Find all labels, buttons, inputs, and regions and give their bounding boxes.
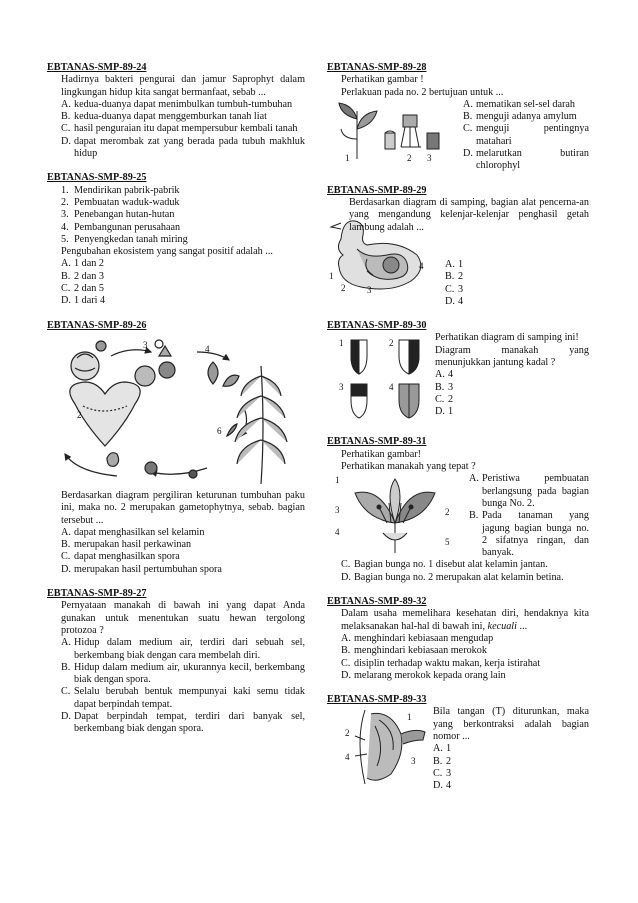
question-stem: Perhatikan gambar! [341, 448, 422, 460]
question-26 [47, 320, 305, 576]
question-29 [327, 185, 589, 308]
option-c: C. 3 [433, 767, 452, 779]
option-d: D. 4 [445, 295, 464, 307]
fig-label: 4 [389, 382, 394, 393]
question-24 [47, 62, 305, 160]
question-stem: Perhatikan gambar ! [341, 74, 424, 86]
list-item-3: 3. Penebangan hutan-hutan [61, 209, 175, 221]
fig-label: 1 [335, 475, 340, 486]
fig-label: 4 [419, 260, 424, 271]
option-d: D. 1 [435, 406, 454, 418]
option-a: A. 1 [445, 258, 464, 270]
option-c: C. 3 [445, 283, 464, 295]
option-d: D. merupakan hasil pertumbuhan spora [61, 563, 222, 575]
option-a: A. menghindari kebiasaan mengudap [341, 632, 494, 644]
option-c: C. 2 [435, 393, 454, 405]
question-stem: Bila tangan (T) diturunkan, maka yang berkontraksi adalah bagian nomor ... [433, 706, 589, 742]
question-stem: Pernyataan manakah di bawah ini yang dapat Anda gunakan untuk menentukan suatu hewan tergolong protozoa ? [61, 600, 305, 636]
fig-label: 3 [427, 152, 432, 163]
option-b: B. menguji adanya amylum [463, 111, 577, 123]
question-header: EBTANAS-SMP-89-30 [327, 320, 427, 332]
option-a: A. 1 [433, 743, 452, 755]
option-c: C. Bagian bunga no. 1 disebut alat kelamin jantan. [341, 559, 548, 571]
list-item-4: 4. Pembangunan perusahaan [61, 221, 181, 233]
question-31 [327, 436, 589, 584]
fig-label: 2 [407, 152, 412, 163]
fig-label: 3 [339, 382, 344, 393]
option-d: D. Bagian bunga no. 2 merupakan alat kelamin betina. [341, 571, 564, 583]
option-a: A. dapat menghasilkan sel kelamin [61, 526, 205, 538]
right-column [327, 62, 589, 804]
option-b: B. Hidup dalam medium air, ukurannya kecil, berkembang biak dengan spora. [61, 661, 305, 686]
fig-label-2: 2 [77, 409, 82, 420]
option-a: A. 1 dan 2 [61, 258, 104, 270]
arm-muscle-figure [335, 706, 431, 786]
option-b: B. 2 [445, 271, 464, 283]
question-25 [47, 172, 305, 307]
fig-label: 1 [407, 712, 412, 723]
question-stem: Pengubahan ekosistem yang sangat positif adalah ... [61, 246, 273, 258]
question-stem: Berdasarkan diagram pergiliran keturunan tumbuhan paku ini, maka no. 2 merupakan gametophytnya, sebab. bagian tersebut ... [61, 489, 305, 526]
question-stem: Berdasarkan diagram di samping, bagian alat pencerna-an yang mengandung kelenjar-kelenjar penghasil getah lambung adalah ... [349, 196, 589, 233]
fig-label: 3 [367, 284, 372, 295]
question-header: EBTANAS-SMP-89-32 [327, 596, 427, 608]
fig-label: 1 [329, 270, 334, 281]
fig-label: 2 [341, 282, 346, 293]
option-b: B. merupakan hasil perkawinan [61, 539, 192, 551]
list-item-1: 1. Mendirikan pabrik-pabrik [61, 184, 180, 196]
question-header: EBTANAS-SMP-89-24 [47, 62, 147, 73]
question-stem: Hadirnya bakteri pengurai dan jamur Saprophyt dalam lingkungan hidup kita sangat bermanfaat, sebab ... [61, 74, 305, 98]
option-a: A. Hidup dalam medium air, terdiri dari sebuah sel, berkembang biak dengan cara membelah diri. [61, 637, 305, 661]
option-c: C. 2 dan 5 [61, 283, 104, 295]
option-c: C. Selalu berubah bentuk mempunyai kaki semu tidak dapat berpindah tempat. [61, 686, 305, 710]
option-c: C. menguji pentingnya matahari [463, 123, 589, 147]
option-d: D. Dapat berpindah tempat, terdiri dari banyak sel, berkembang biak dengan spora. [61, 710, 305, 735]
option-c: C. disiplin terhadap waktu makan, kerja istirahat [341, 657, 541, 669]
fig-label: 4 [335, 527, 340, 538]
option-d: D. dapat merombak zat yang berada pada tubuh makhluk hidup [61, 135, 305, 160]
option-a: A. 4 [435, 369, 454, 381]
question-header: EBTANAS-SMP-89-26 [47, 319, 147, 331]
question-32 [327, 596, 589, 682]
option-b: B. 2 [433, 755, 452, 767]
left-column [47, 62, 305, 748]
fig-label: 1 [345, 152, 350, 163]
question-30 [327, 320, 589, 424]
option-a: A. kedua-duanya dapat menimbulkan tumbuh-tumbuhan [61, 98, 293, 110]
question-33 [327, 694, 589, 792]
question-header: EBTANAS-SMP-89-33 [327, 694, 427, 706]
question-header: EBTANAS-SMP-89-27 [47, 588, 147, 600]
option-c: C. dapat menghasilkan spora [61, 551, 180, 563]
fig-label: 5 [445, 537, 450, 548]
fig-label: 4 [345, 752, 350, 763]
fig-label: 3 [411, 756, 416, 767]
question-stem: Diagram manakah yang menunjukkan jantung kadal ? [435, 344, 589, 369]
question-28 [327, 62, 589, 173]
fig-label-3: 3 [143, 339, 148, 350]
fig-label-4: 4 [205, 343, 210, 354]
question-header: EBTANAS-SMP-89-31 [327, 436, 427, 448]
fig-label: 2 [389, 338, 394, 349]
question-header: EBTANAS-SMP-89-28 [327, 62, 427, 73]
option-d: D. melarutkan butiran chlorophyl [463, 148, 589, 172]
option-a: A. mematikan sel-sel darah [463, 98, 576, 110]
option-c: C. hasil penguraian itu dapat mempersubur kembali tanah [61, 123, 298, 135]
hearts-figure [337, 332, 433, 424]
fern-lifecycle-figure [47, 336, 305, 486]
question-header: EBTANAS-SMP-89-29 [327, 184, 427, 196]
fig-label: 2 [345, 728, 350, 739]
leaf-test-figure [335, 99, 445, 163]
fig-label-6: 6 [217, 425, 222, 436]
option-b: B. 3 [435, 381, 454, 393]
option-d: D. 1 dari 4 [61, 295, 106, 307]
question-header: EBTANAS-SMP-89-25 [47, 172, 147, 184]
option-d: D. melarang merokok kepada orang lain [341, 669, 506, 681]
question-stem: Perhatikan diagram di samping ini! [435, 332, 579, 344]
option-b: B. 2 dan 3 [61, 270, 104, 282]
list-item-5: 5. Penyengkedan tanah miring [61, 233, 188, 245]
fig-label: 2 [445, 507, 450, 518]
list-item-2: 2. Pembuatan waduk-waduk [61, 196, 180, 208]
option-b: B. kedua-duanya dapat menggemburkan tanah liat [61, 111, 267, 123]
flower-figure [335, 473, 455, 557]
question-stem: Dalam usaha memelihara kesehatan diri, hendaknya kita melaksanakan hal-hal di bawah ini, kecuali ... [341, 608, 589, 632]
question-stem: Perhatikan manakah yang tepat ? [341, 461, 476, 473]
option-d: D. 4 [433, 780, 452, 792]
question-27 [47, 588, 305, 736]
fig-label: 1 [339, 338, 344, 349]
option-b: B. Pada tanaman yang jagung bagian bunga no. 2 sifatnya ringan, dan banyak. [469, 510, 589, 559]
option-a: A. Peristiwa pembuatan berlangsung pada bagian bunga No. 2. [469, 473, 589, 509]
question-stem: Perlakuan pada no. 2 bertujuan untuk ... [341, 86, 504, 98]
fig-label: 3 [335, 505, 340, 516]
option-b: B. menghindari kebiasaan merokok [341, 645, 487, 657]
